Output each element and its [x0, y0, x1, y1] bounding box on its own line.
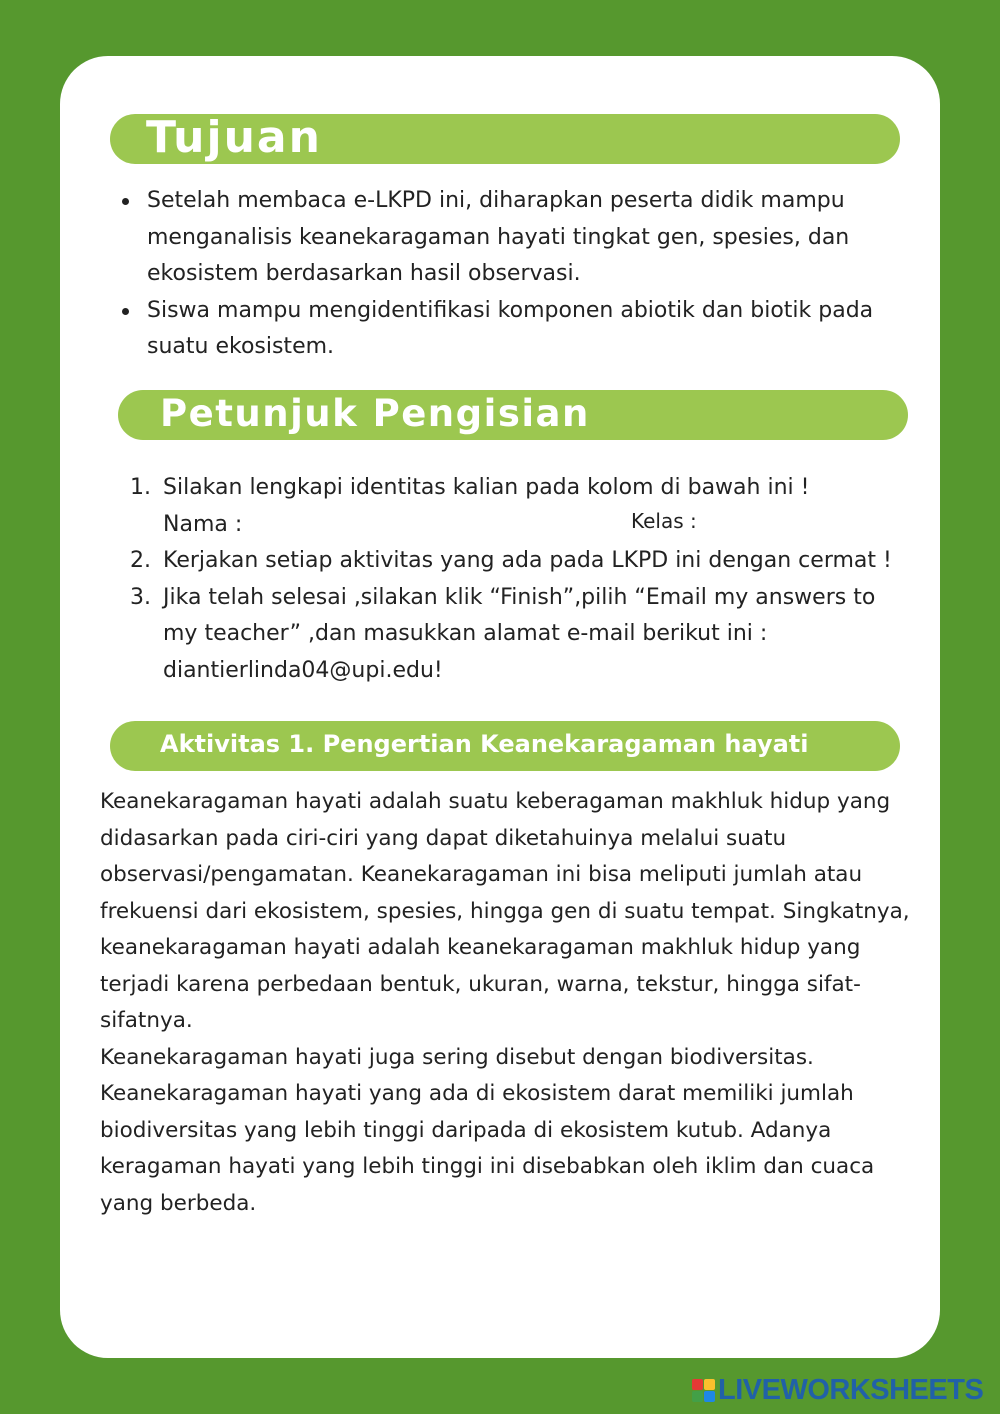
step-number: 1.: [130, 475, 151, 500]
aktivitas-heading: Aktivitas 1. Pengertian Keanekaragaman hayati: [160, 730, 809, 758]
list-item: [120, 183, 910, 293]
tujuan-item-text: Siswa mampu mengidentifikasi komponen abiotik dan biotik pada suatu ekosistem.: [147, 297, 874, 359]
logo-square: [704, 1391, 715, 1402]
nama-label: Nama :: [163, 511, 243, 537]
logo-square: [704, 1379, 715, 1390]
aktivitas-body: [100, 784, 930, 1222]
tujuan-heading: Tujuan: [146, 112, 322, 163]
tujuan-heading-pill: [110, 114, 900, 164]
logo-square: [692, 1379, 703, 1390]
tujuan-item-text: Setelah membaca e-LKPD ini, diharapkan peserta didik mampu menganalisis keanekaragaman hayati tingkat gen, spesies, dan ekosistem berdasarkan hasil observasi.: [147, 188, 850, 286]
list-item: [120, 293, 910, 366]
liveworksheets-brand: [692, 1374, 983, 1406]
step-text: Kerjakan setiap aktivitas yang ada pada LKPD ini dengan cermat !: [163, 548, 892, 573]
step-number: 3.: [130, 584, 151, 610]
brand-name: LIVEWORKSHEETS: [718, 1373, 984, 1406]
petunjuk-heading: Petunjuk Pengisian: [160, 392, 590, 435]
kelas-label: Kelas :: [631, 508, 697, 533]
logo-square: [692, 1391, 703, 1402]
step-text: Jika telah selesai ,silakan klik “Finish”,pilih “Email my answers to my teacher” ,dan masukkan alamat e-mail berikut ini : diantierlinda04@upi.edu!: [163, 584, 876, 683]
step-number: 2.: [130, 548, 151, 573]
petunjuk-steps: [130, 470, 910, 689]
bullet-icon: [122, 198, 129, 205]
tujuan-list: [120, 183, 910, 366]
list-item: [130, 543, 910, 580]
list-item: [130, 580, 910, 690]
paragraph: Keanekaragaman hayati juga sering disebut dengan biodiversitas. Keanekaragaman hayati yang ada di ekosistem darat memiliki jumlah biodiversitas yang lebih tinggi daripada di ekosistem kutub. Adanya keragaman hayati yang lebih tinggi ini disebabkan oleh iklim dan cuaca yang berbeda.: [100, 1044, 875, 1216]
list-item: [130, 470, 910, 543]
petunjuk-heading-pill: [118, 390, 908, 440]
paragraph: Keanekaragaman hayati adalah suatu keberagaman makhluk hidup yang didasarkan pada ciri-ciri yang dapat diketahuinya melalui suatu observasi/pengamatan. Keanekaragaman ini bisa meliputi jumlah atau frekuensi dari ekosistem, spesies, hingga gen di suatu tempat. Singkatnya, keanekaragaman hayati adalah keanekaragaman makhluk hidup yang terjadi karena perbedaan bentuk, ukuran, warna, tekstur, hingga sifat-sifatnya.: [100, 789, 910, 1033]
aktivitas-heading-pill: [110, 721, 900, 771]
identity-row: [163, 507, 910, 544]
liveworksheets-logo-icon: [692, 1379, 715, 1402]
bullet-icon: [122, 308, 129, 315]
step-text: Silakan lengkapi identitas kalian pada kolom di bawah ini !: [163, 475, 810, 500]
